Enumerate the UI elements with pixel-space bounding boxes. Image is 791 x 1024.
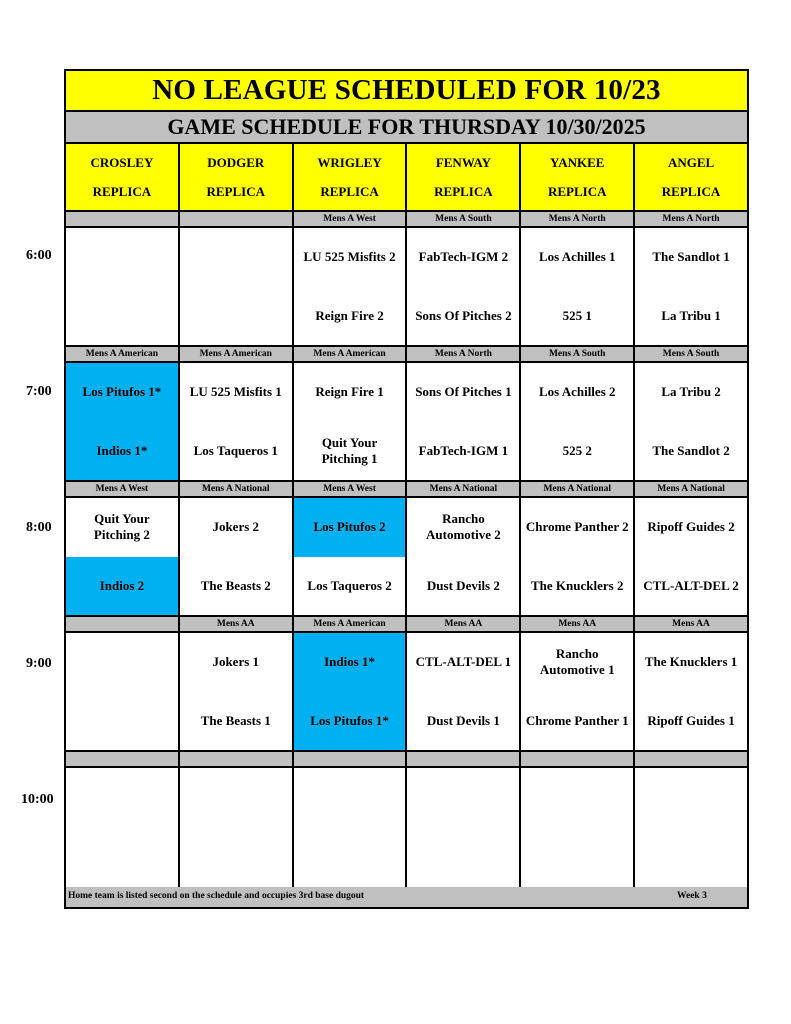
home-team: 525 1 xyxy=(562,307,592,323)
division-label: Mens A West xyxy=(66,482,180,496)
division-label xyxy=(66,752,180,766)
schedule-title: GAME SCHEDULE FOR THURSDAY 10/30/2025 xyxy=(66,112,747,144)
game-cell xyxy=(294,768,408,887)
home-team: The Beasts 2 xyxy=(200,577,271,593)
field-subtitle: REPLICA xyxy=(92,183,152,199)
division-label xyxy=(66,617,180,631)
field-name: ANGEL xyxy=(667,154,715,170)
game-cell xyxy=(66,228,180,345)
division-row xyxy=(66,752,747,768)
home-team: Indios 1* xyxy=(66,422,178,481)
field-subtitle: REPLICA xyxy=(320,183,379,199)
home-team xyxy=(635,828,747,888)
away-team: Jokers 1 xyxy=(212,654,260,670)
game-cell xyxy=(521,633,635,750)
game-cell xyxy=(180,768,294,887)
game-cell xyxy=(180,228,294,345)
home-team: Indios 2 xyxy=(66,557,178,616)
division-label: Mens AA xyxy=(672,619,710,629)
away-team xyxy=(180,228,292,287)
home-team: Reign Fire 2 xyxy=(315,307,384,323)
game-row xyxy=(66,633,747,752)
division-label xyxy=(521,752,635,766)
away-team xyxy=(66,228,178,287)
away-team: Jokers 2 xyxy=(212,519,260,535)
division-label: Mens A American xyxy=(294,347,408,361)
division-label: Mens A National xyxy=(657,484,725,494)
division-label: Mens A North xyxy=(662,214,720,224)
home-team xyxy=(180,287,292,346)
division-label: Mens A West xyxy=(294,212,408,226)
home-team: Los Taqueros 2 xyxy=(307,577,392,593)
schedule-table xyxy=(64,69,749,909)
home-team: The Beasts 1 xyxy=(200,712,271,728)
time-label-2: 8:00 xyxy=(26,520,52,535)
game-row xyxy=(66,363,747,482)
game-cell xyxy=(635,498,747,615)
field-header-angel xyxy=(635,144,747,210)
time-label-3: 9:00 xyxy=(26,656,52,671)
away-team: Rancho Automotive 1 xyxy=(539,646,615,678)
time-label-0: 6:00 xyxy=(26,248,52,263)
game-cell xyxy=(407,228,521,345)
field-header-dodger xyxy=(180,144,294,210)
away-team xyxy=(294,768,406,828)
division-row xyxy=(66,212,747,228)
home-team: Quit Your Pitching 1 xyxy=(321,434,378,466)
field-subtitle: REPLICA xyxy=(661,183,721,199)
away-team: The Sandlot 1 xyxy=(652,249,730,265)
division-label: Mens A American xyxy=(294,617,408,631)
division-label: Mens A South xyxy=(521,347,635,361)
away-team: Los Pitufos 1* xyxy=(66,363,178,422)
away-team: LU 525 Misfits 2 xyxy=(303,249,396,265)
home-team: Sons Of Pitches 2 xyxy=(415,307,512,323)
game-cell xyxy=(294,498,408,615)
time-slots xyxy=(66,212,747,887)
division-label: Mens A American xyxy=(180,347,294,361)
week-label: Week 3 xyxy=(677,891,707,901)
division-row xyxy=(66,482,747,498)
division-label xyxy=(180,752,294,766)
home-team xyxy=(66,287,178,346)
division-label xyxy=(635,752,747,766)
division-label: Mens A West xyxy=(294,482,408,496)
field-subtitle: REPLICA xyxy=(206,183,265,199)
game-cell xyxy=(66,363,180,480)
away-team: La Tribu 2 xyxy=(661,384,721,400)
game-row xyxy=(66,228,747,347)
away-team: The Knucklers 1 xyxy=(644,654,738,670)
division-label: Mens A National xyxy=(521,482,635,496)
game-cell xyxy=(635,363,747,480)
field-name: FENWAY xyxy=(435,154,491,170)
game-cell xyxy=(294,228,408,345)
time-label-4: 10:00 xyxy=(21,792,54,807)
division-label xyxy=(180,212,294,226)
game-cell xyxy=(66,498,180,615)
game-row xyxy=(66,768,747,887)
game-cell xyxy=(407,363,521,480)
game-cell xyxy=(407,768,521,887)
division-label: Mens A North xyxy=(407,347,521,361)
field-name: WRIGLEY xyxy=(317,154,382,170)
game-cell xyxy=(180,363,294,480)
away-team: Los Pitufos 2 xyxy=(294,498,406,557)
away-team: Sons Of Pitches 1 xyxy=(415,384,512,400)
home-team: Ripoff Guides 1 xyxy=(647,712,735,728)
home-team: FabTech-IGM 1 xyxy=(418,442,509,458)
field-header-yankee xyxy=(521,144,635,210)
game-cell xyxy=(635,633,747,750)
game-cell xyxy=(294,363,408,480)
field-header-row xyxy=(66,144,747,212)
division-label: Mens AA xyxy=(407,617,521,631)
division-label xyxy=(66,212,180,226)
away-team: Los Achilles 1 xyxy=(538,249,616,265)
game-cell xyxy=(66,633,180,750)
away-team: LU 525 Misfits 1 xyxy=(189,384,282,400)
away-team: Reign Fire 1 xyxy=(315,384,384,400)
home-team: 525 2 xyxy=(562,442,592,458)
game-cell xyxy=(521,228,635,345)
field-subtitle: REPLICA xyxy=(434,183,493,199)
division-label: Mens A National xyxy=(180,482,294,496)
time-label-1: 7:00 xyxy=(26,384,52,399)
field-name: DODGER xyxy=(207,154,265,170)
game-cell xyxy=(635,228,747,345)
game-cell xyxy=(180,633,294,750)
home-team xyxy=(521,828,633,888)
home-team xyxy=(66,692,178,751)
field-name: CROSLEY xyxy=(90,154,154,170)
away-team: Chrome Panther 2 xyxy=(525,519,629,535)
away-team: Los Achilles 2 xyxy=(538,384,616,400)
home-team: Los Pitufos 1* xyxy=(294,692,406,751)
game-cell xyxy=(66,768,180,887)
game-cell xyxy=(407,498,521,615)
away-team: Quit Your Pitching 2 xyxy=(93,511,150,543)
away-team xyxy=(180,768,292,828)
field-header-fenway xyxy=(407,144,521,210)
home-team: Chrome Panther 1 xyxy=(525,712,629,728)
division-label: Mens A South xyxy=(407,212,521,226)
field-name: YANKEE xyxy=(550,154,605,170)
away-team xyxy=(407,768,519,828)
division-row xyxy=(66,347,747,363)
away-team xyxy=(635,768,747,828)
field-header-crosley xyxy=(66,144,180,210)
home-team: The Knucklers 2 xyxy=(530,577,624,593)
away-team: FabTech-IGM 2 xyxy=(418,249,509,265)
away-team xyxy=(521,768,633,828)
home-team xyxy=(66,828,178,888)
home-team: The Sandlot 2 xyxy=(652,442,730,458)
away-team: Indios 1* xyxy=(294,633,406,692)
division-label: Mens AA xyxy=(180,617,294,631)
home-team: CTL-ALT-DEL 2 xyxy=(643,577,739,593)
field-subtitle: REPLICA xyxy=(547,183,607,199)
division-label: Mens A American xyxy=(66,347,180,361)
away-team: Ripoff Guides 2 xyxy=(647,519,735,535)
home-team: La Tribu 1 xyxy=(661,307,721,323)
game-cell xyxy=(521,363,635,480)
no-league-banner: NO LEAGUE SCHEDULED FOR 10/23 xyxy=(66,71,747,112)
game-cell xyxy=(407,633,521,750)
game-cell xyxy=(294,633,408,750)
division-label: Mens AA xyxy=(521,617,635,631)
division-label: Mens A North xyxy=(521,212,635,226)
home-team xyxy=(180,828,292,888)
away-team: Rancho Automotive 2 xyxy=(426,511,501,543)
division-label: Mens A South xyxy=(662,349,720,359)
away-team xyxy=(66,768,178,828)
game-cell xyxy=(521,498,635,615)
footer-note: Home team is listed second on the schedule and occupies 3rd base dugout xyxy=(68,891,365,901)
field-header-wrigley xyxy=(294,144,408,210)
home-team: Dust Devils 2 xyxy=(426,577,500,593)
division-label xyxy=(294,752,408,766)
division-row xyxy=(66,617,747,633)
division-label: Mens A National xyxy=(407,482,521,496)
away-team: CTL-ALT-DEL 1 xyxy=(415,654,512,670)
home-team: Dust Devils 1 xyxy=(426,712,500,728)
game-cell xyxy=(635,768,747,887)
game-cell xyxy=(180,498,294,615)
division-label xyxy=(407,752,521,766)
footer xyxy=(66,887,747,907)
home-team: Los Taqueros 1 xyxy=(193,442,278,458)
game-cell xyxy=(521,768,635,887)
game-row xyxy=(66,498,747,617)
home-team xyxy=(294,828,406,888)
away-team xyxy=(66,633,178,692)
home-team xyxy=(407,828,519,888)
